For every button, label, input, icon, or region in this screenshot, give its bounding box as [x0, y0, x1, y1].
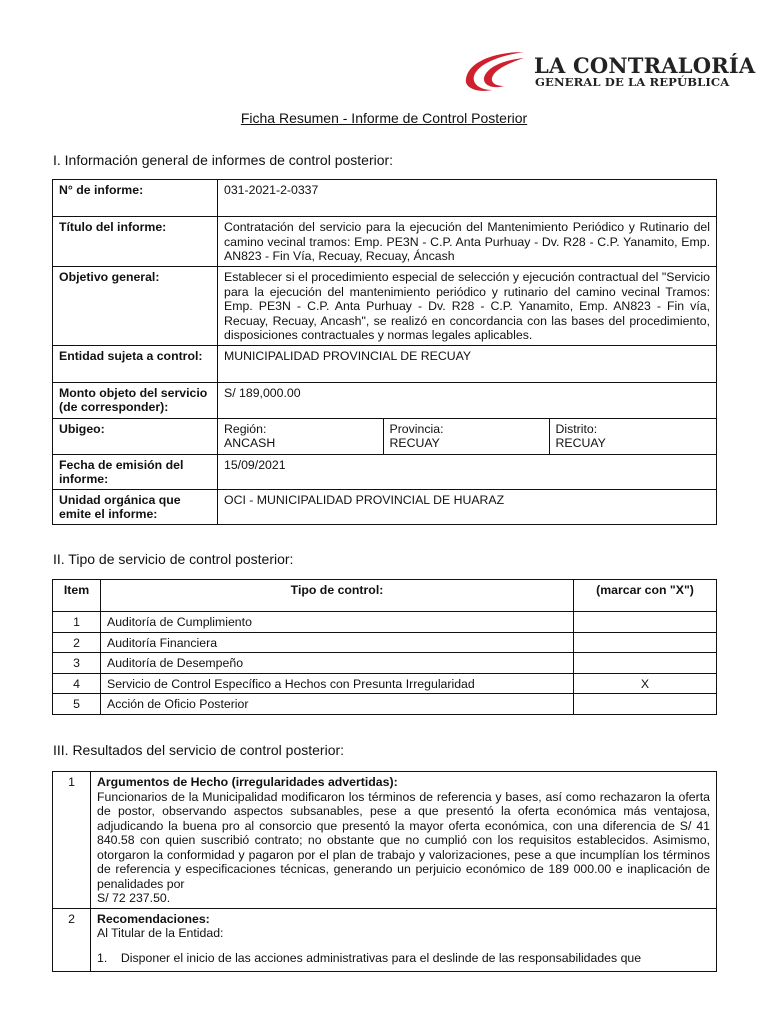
entidad-value: MUNICIPALIDAD PROVINCIAL DE RECUAY	[218, 345, 717, 382]
informe-value: 031-2021-2-0337	[218, 180, 717, 217]
recomendaciones-intro: Al Titular de la Entidad:	[97, 926, 224, 940]
distrito-cell	[549, 419, 717, 454]
row-tipo: Auditoría de Desempeño	[101, 653, 574, 674]
control-type-table	[52, 579, 717, 715]
table-row	[53, 653, 717, 674]
row-mark	[574, 694, 717, 715]
ubigeo-cell	[218, 418, 717, 454]
distrito-value: RECUAY	[555, 436, 606, 450]
table-row	[53, 418, 717, 454]
table-row	[53, 217, 717, 267]
row-item: 3	[53, 653, 101, 674]
objetivo-value: Establecer si el procedimiento especial de selección y ejecución contractual del "Servicio para la ejecución del mantenimiento periódico y rutinario del camino vecinal Tramos: Emp. PE3N - C.P. Anta Purhuay - Dv. R28 - C.P. Yanamito, Emp. AN823 - Fin vía, Recuay, Recuay, Ancash", se realizó en concordancia con las bases del procedimiento, disposiciones contractuales y normas legales aplicables.	[218, 267, 717, 346]
titulo-label: Título del informe:	[53, 217, 218, 267]
table-row	[53, 180, 717, 217]
objetivo-label: Objetivo general:	[53, 267, 218, 346]
provincia-value: RECUAY	[389, 436, 440, 450]
argumentos-heading: Argumentos de Hecho (irregularidades advertidas):	[97, 775, 398, 789]
unidad-value: OCI - MUNICIPALIDAD PROVINCIAL DE HUARAZ	[218, 489, 717, 524]
argumentos-text: Funcionarios de la Municipalidad modificaron los términos de referencia y bases, así como rechazaron la oferta de postor, observando aspectos subsanables, pese a que presentó la oferta económica más ventajosa, adjudicando la buena pro al consorcio que presentó la mayor oferta económica, con una diferencia de S/ 41 840.58 con quien suscribió contrato; no obstante que no cumplió con los requisitos establecidos. Asimismo, otorgaron la conformidad y pagaron por el plan de trabajo y valorizaciones, pese a que incumplían los términos de referencia y especificaciones técnicas, generando un perjuicio económico de 189 000.00 e inaplicación de penalidades por	[97, 789, 710, 891]
header-mark: (marcar con "X")	[574, 580, 717, 612]
general-info-table	[52, 179, 717, 525]
argumentos-amount: S/ 72 237.50.	[97, 891, 171, 905]
table-row	[53, 267, 717, 346]
table-row	[53, 694, 717, 715]
monto-label: Monto objeto del servicio (de corresponder):	[53, 382, 218, 418]
row-mark: X	[574, 673, 717, 694]
document-title: Ficha Resumen - Informe de Control Posterior	[240, 110, 528, 126]
logo-title: LA CONTRALORÍA	[534, 53, 756, 78]
table-row	[53, 632, 717, 653]
recomendacion-item: 1. Disponer el inicio de las acciones administrativas para el deslinde de las responsabilidades que	[97, 950, 642, 965]
table-row	[53, 612, 717, 633]
result-number: 2	[53, 908, 91, 971]
recomendaciones-heading: Recomendaciones:	[97, 911, 210, 926]
region-cell	[218, 419, 383, 454]
table-row	[53, 908, 717, 971]
row-tipo: Auditoría de Cumplimiento	[101, 612, 574, 633]
monto-value: S/ 189,000.00	[218, 382, 717, 418]
row-item: 4	[53, 673, 101, 694]
row-item: 5	[53, 694, 101, 715]
ubigeo-table	[218, 419, 717, 454]
row-mark	[574, 632, 717, 653]
table-header-row	[53, 580, 717, 612]
row-tipo: Auditoría Financiera	[101, 632, 574, 653]
header-item: Item	[53, 580, 101, 612]
ubigeo-label: Ubigeo:	[53, 418, 218, 454]
titulo-value: Contratación del servicio para la ejecución del Mantenimiento Periódico y Rutinario del camino vecinal tramos: Emp. PE3N - C.P. Anta Purhuay - Dv. R28 - C.P. Yanamito, Emp. AN823 - Fin Vía, Recuay, Recuay, Áncash	[218, 217, 717, 267]
contraloria-logo	[458, 46, 756, 96]
results-table	[52, 771, 717, 972]
provincia-label: Provincia:	[389, 421, 444, 436]
table-row	[53, 673, 717, 694]
header-tipo: Tipo de control:	[101, 580, 574, 612]
row-tipo: Servicio de Control Específico a Hechos con Presunta Irregularidad	[101, 673, 574, 694]
table-row	[53, 772, 717, 909]
table-row	[53, 345, 717, 382]
section-3-title: III. Resultados del servicio de control posterior:	[53, 742, 345, 758]
entidad-label: Entidad sujeta a control:	[53, 345, 218, 382]
unidad-label: Unidad orgánica que emite el informe:	[53, 489, 218, 524]
result-cell	[91, 772, 717, 909]
row-mark	[574, 653, 717, 674]
row-item: 1	[53, 612, 101, 633]
logo-subtitle: GENERAL DE LA REPÚBLICA	[535, 75, 730, 89]
section-1-title: I. Información general de informes de control posterior:	[53, 152, 394, 168]
section-2-title: II. Tipo de servicio de control posterior:	[53, 551, 294, 567]
result-number: 1	[53, 772, 91, 909]
table-row	[53, 382, 717, 418]
fecha-value: 15/09/2021	[218, 454, 717, 489]
region-value: ANCASH	[224, 436, 276, 450]
table-row	[53, 489, 717, 524]
row-mark	[574, 612, 717, 633]
fecha-label: Fecha de emisión del informe:	[53, 454, 218, 489]
row-tipo: Acción de Oficio Posterior	[101, 694, 574, 715]
result-cell	[91, 908, 717, 971]
provincia-cell	[383, 419, 549, 454]
informe-label: N° de informe:	[53, 180, 218, 217]
table-row	[53, 454, 717, 489]
distrito-label: Distrito:	[555, 421, 598, 436]
contraloria-swoosh-icon	[458, 46, 532, 96]
row-item: 2	[53, 632, 101, 653]
region-label: Región:	[224, 421, 267, 436]
